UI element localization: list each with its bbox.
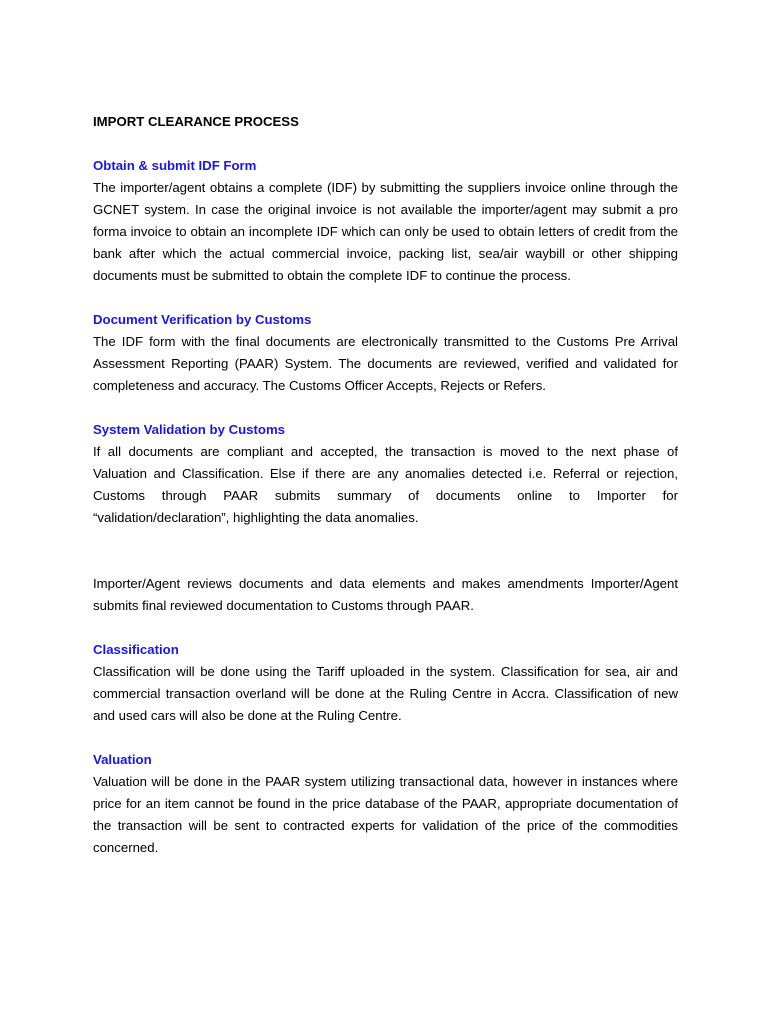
section-heading-valuation: Valuation <box>93 752 152 767</box>
section-body-system-validation: If all documents are compliant and accepted, the transaction is moved to the next phase of Valuation and Classification. Else if there are any anomalies detected i.e. Referral or rejection, Customs through PAAR submits summary of documents online to Importer for “validation/declaration”, highlighting the data anomalies. <box>93 444 678 525</box>
section-heading-system-validation: System Validation by Customs <box>93 422 286 437</box>
document-content <box>93 111 678 881</box>
section-body-document-verification: The IDF form with the final documents are electronically transmitted to the Customs Pre Arrival Assessment Reporting (PAAR) System. The documents are reviewed, verified and validated for completeness and accuracy. The Customs Officer Accepts, Rejects or Refers. <box>93 334 678 393</box>
section-heading-classification: Classification <box>93 642 179 657</box>
section-heading-document-verification: Document Verification by Customs <box>93 312 312 327</box>
section-body-classification: Classification will be done using the Tariff uploaded in the system. Classification for sea, air and commercial transaction overland will be done at the Ruling Centre in Accra. Classification of new and used cars will also be done at the Ruling Centre. <box>93 664 678 723</box>
section-heading-obtain-idf: Obtain & submit IDF Form <box>93 158 257 173</box>
section-body-obtain-idf: The importer/agent obtains a complete (IDF) by submitting the suppliers invoice online through the GCNET system. In case the original invoice is not available the importer/agent may submit a pro forma invoice to obtain an incomplete IDF which can only be used to obtain letters of credit from the bank after which the actual commercial invoice, packing list, sea/air waybill or other shipping documents must be submitted to obtain the complete IDF to continue the process. <box>93 180 678 283</box>
section-body-valuation: Valuation will be done in the PAAR system utilizing transactional data, however in instances where price for an item cannot be found in the price database of the PAAR, appropriate documentation of the transaction will be sent to contracted experts for validation of the price of the commodities concerned. <box>93 774 678 855</box>
document-title: IMPORT CLEARANCE PROCESS <box>93 114 299 129</box>
importer-review-paragraph: Importer/Agent reviews documents and data elements and makes amendments Importer/Agent submits final reviewed documentation to Customs through PAAR. <box>93 576 678 613</box>
